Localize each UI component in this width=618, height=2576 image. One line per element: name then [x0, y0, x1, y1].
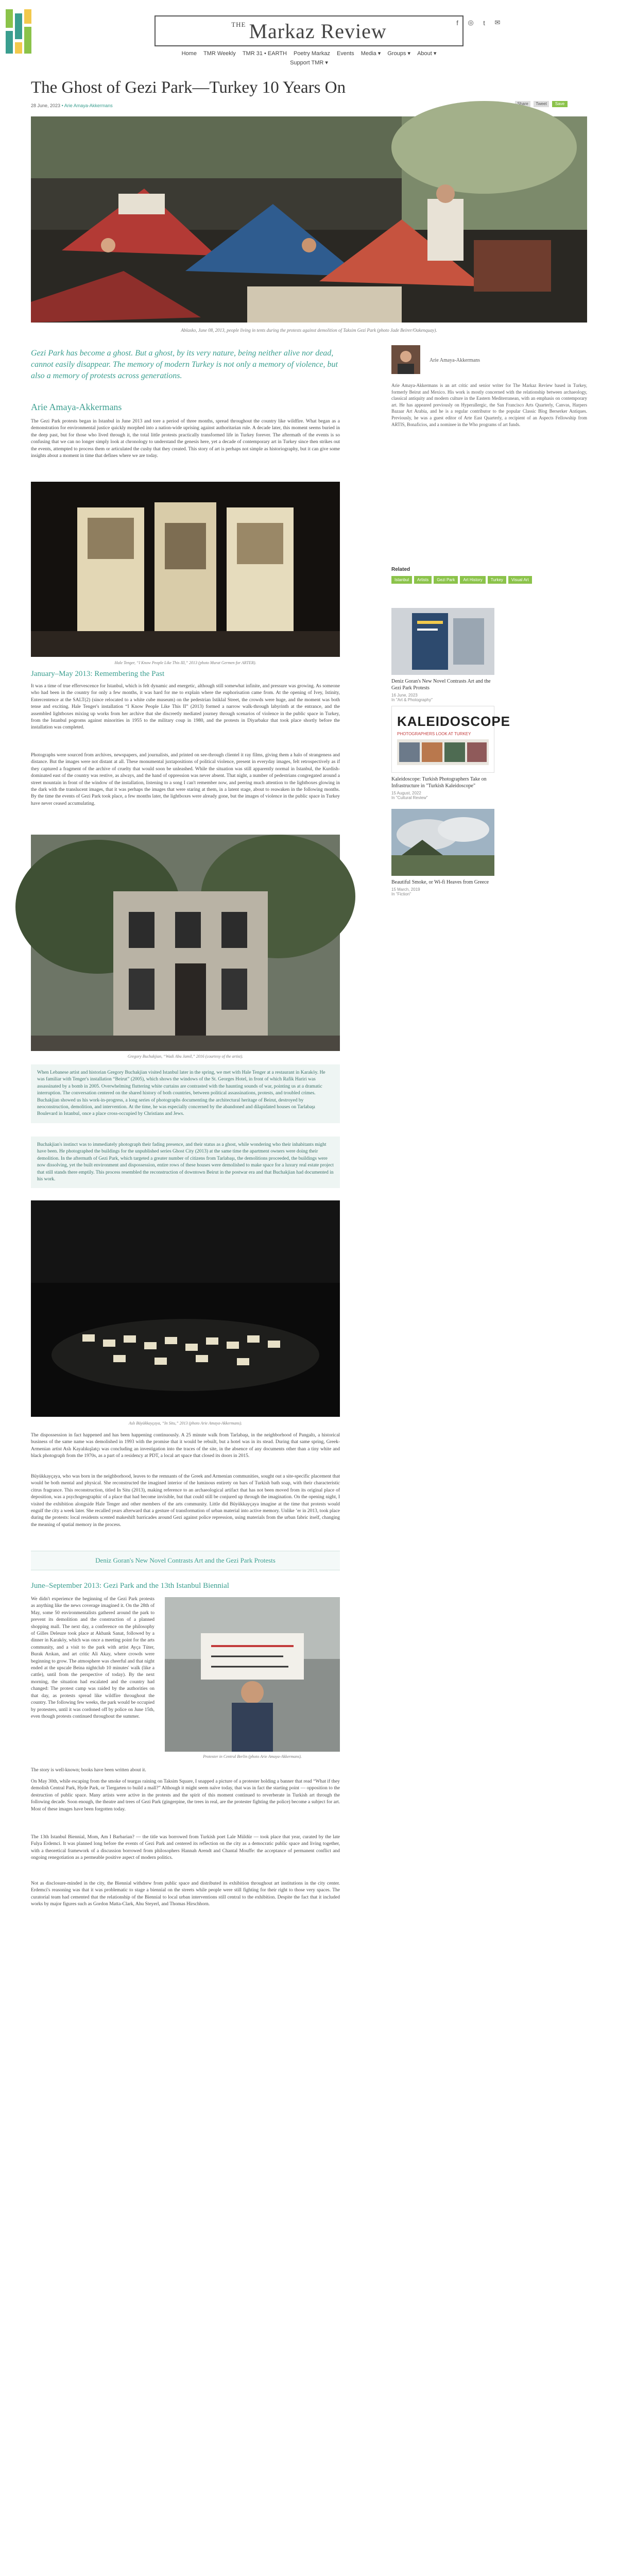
article-image-tenger: [31, 482, 340, 657]
kaleidoscope-strip-illustration: [397, 739, 489, 765]
hero-photo-illustration: [31, 116, 587, 323]
related-card[interactable]: [391, 608, 494, 702]
highlighted-paragraph: Buchakjian's instinct was to immediately photograph their fading presence, and their status as a ghost, while wondering who their inhabitants might have been. He photographed the buildings for the unpublished series Ghost City (2013) at the same time the apartment owners were doing their demolition. In the aftermath of Gezi Park, which targeted a greater number of citizens from Tarlabaşı, the demolitions proceeded, the buildings were now dissolving, yet the built environment and dispossession, entire rows of these houses were demolished to make space for a luxury real estate project that still stands there emptily. This process resembled the reconstruction of downtown Beirut in the postwar era and that Buchakjian had documented in his work.: [31, 1137, 340, 1188]
hero-caption: Ablasko, June 08, 2013, people living in tents during the protests against demolition of Taksim Gezi Park (photo Jade Beirer/Oakenquay).: [181, 328, 437, 333]
related-title[interactable]: Kaleidoscope: Turkish Photographers Take on Infrastructure in "Turkish Kaleidoscope": [391, 776, 487, 789]
avatar[interactable]: [391, 345, 420, 374]
tag[interactable]: Artists: [414, 576, 432, 584]
social-links: [453, 19, 502, 27]
tag[interactable]: Art History: [460, 576, 485, 584]
smoke-landscape-illustration: [391, 809, 494, 876]
body-paragraph: Photographs were sourced from archives, newspapers, and journalists, and printed on see-through clientel it ray films, giving them a halo of strangeness and distance. But the images were not distant at all. These monumental juxtapositions of political violence, present in everyday images, felt retrospectively as if they captured a fragment of the archive of cruelty that would soon be unleashed. While the situation was still apparently normal in Istanbul, the Kurdish-dominated east of the country was restive, as always, and the hand of oppression was never absent. That night, a number of pedestrians congregated around a street mountain in front of the window of the installation, listening to a song I can't remember now, and peering much attention to the lightboxes glowing in the dark with the translucent images, that it was perhaps the images that were staring at them, in a latent stage, about to reawaken in the following months. By the time the events of Gezi Park took place, a few months later, the lightboxes were already gone, but the images of violence in the public space in Turkey have never ceased accumulating.: [31, 753, 340, 806]
related-thumb: [391, 608, 494, 675]
related-card[interactable]: [391, 706, 511, 800]
body-paragraph: The story is well-known; books have been written about it.: [31, 1768, 146, 1773]
image-caption: Protester in Central Berlin (photo Arie Amaya-Akkermans).: [203, 1754, 302, 1759]
site-title-the: THE: [231, 21, 246, 28]
email-icon[interactable]: ✉: [494, 19, 501, 26]
nav-about[interactable]: About ▾: [417, 50, 437, 57]
nav-events[interactable]: Events: [337, 50, 354, 57]
related-reading-banner[interactable]: Deniz Goran's New Novel Contrasts Art and the Gezi Park Protests: [31, 1551, 340, 1570]
nav-home[interactable]: Home: [181, 50, 197, 57]
body-paragraph: We didn't experience the beginning of the Gezi Park protests as anything like the news coverage imagined it. On the 28th of May, some 50 environmentalists gathered around the park to prevent its demolition and the construction of a planned shopping mall. The next day, a conference on the philosophy of Gilles Deleuze took place at Akbank Sanat, followed by a dinner in Karaköy, which was once a meeting point for the arts community, and a visit to the park with artist Ayça Tüter, Burak Arıkan, and art critic Ali Akay, where crowds were beginning to grow. The atmosphere was cheerful and that night ended at the upscale Beina nightclub 10 minutes' walk (like a cattle), until from the perspective of today). By the next morning, the situation had escalated and the country had changed: The protest camp was raided by the authorities on that day, as protests spread like wildfire throughout the country. The following few weeks, the park would be occupied by protesters, until it was cordoned off by police on June 15th, even though protests continued throughout the summer.: [31, 1597, 154, 1719]
kaleidoscope-title: KALEIDOSCOPE: [397, 714, 511, 729]
book-cover-illustration: [391, 608, 494, 675]
nav-support[interactable]: Support TMR ▾: [290, 60, 328, 66]
author-name-link[interactable]: Arie Amaya-Akkermans: [430, 358, 480, 363]
article-lead: Gezi Park has become a ghost. But a ghost, by its very nature, being neither alive nor dead, cannot easily disappear. The memory of modern Turkey is not only a memory of violence, but also a memory of protests across generations.: [31, 349, 338, 380]
soap-installation-illustration: [31, 1200, 340, 1417]
related-heading: Related: [391, 567, 410, 572]
site-title[interactable]: [154, 15, 464, 46]
related-category: In "Art & Photography": [391, 698, 433, 702]
related-thumb: [391, 809, 494, 876]
body-paragraph: It was a time of true effervescence for Istanbul, which is felt dynamic and energetic, although still somewhat infinite, and pressure was growing. As someone who had been in the country for only a few months, it was hard for me to explain where the euphorisation came from. At the opening of Ivey, Istinity, Entercentence at the SALT(2) (since relocated to a white cube museum) on the pedestrian Istiklal Street, the crowds were huge, and the moment was both tense and exciting. Hale Tenger's installation “I Know People Like This II” (2013) formed a narrow walk-through labyrinth at the entrance, and the assembled lightboxes mixing up works from her archive that she discreetly mediated journey through scenarios of violence in the public space in Turkey, from the Istanbul pogroms against minorities in 1955 to the military coup in 1980, and the protests in Diyarbakır that took place shortly before the installation was completed.: [31, 684, 340, 731]
related-date: 15 August, 2022: [391, 791, 421, 795]
section-heading: June–September 2013: Gezi Park and the 13th Istanbul Biennial: [31, 1582, 229, 1590]
site-header: [0, 0, 618, 72]
twitter-icon[interactable]: t: [483, 19, 485, 27]
save-button[interactable]: Save: [552, 101, 568, 107]
tag[interactable]: Istanbul: [391, 576, 412, 584]
instagram-icon[interactable]: ◎: [468, 19, 474, 26]
highlighted-paragraph: When Lebanese artist and historian Gregory Buchakjian visited Istanbul later in the spring, we met with Hale Tenger at a restaurant in Karaköy. He was familiar with Tenger's installation “Beirut” (2005), which shows the windows of the St. Georges Hotel, in front of which Rafik Hariri was assassinated by a bomb in 2005. Overwhelming fluttering white curtains are contrasted with the haunting sounds of war, pointing us at a dramatic interruption. The conversation centered on the shared history of both countries, between political assassinations, protests, and troubled crimes. Buchakjian showed us his work-in-progress, a long series of photographs documenting the architectural heritage of Beirut, destroyed by neoconstruction, demolition, and intervention. At the time, he was especially concerned by the abandoned and dilapidated houses on Tarlabaşı Boulevard in Istanbul, once a place cross-occupied by Christians and Jews.: [31, 1064, 340, 1123]
related-title[interactable]: Beautiful Smoke, or Wi-fi Heaves from Greece: [391, 879, 489, 885]
body-paragraph: The dispossession in fact happened and has been happening continuously. A 25 minute walk from Tarlabaşı, in the neighborhood of Pangaltı, a historical business of the same name was demolished in 1993 with the promise that it would be rebuilt, but a hotel was in its stead. During that same spring, Greek-Armenian artist Aslı Kayalıkışlatçı was concluding an investigation into the traces of the site, in the absence of any documents other than a tiny white and black photograph from the 1970s, as a part of a residency at PDT, a local art space that closed its doors in 2015.: [31, 1433, 340, 1459]
main-nav: [72, 49, 546, 67]
article-image-protester: [165, 1597, 340, 1752]
site-title-name: Markaz Review: [249, 19, 387, 43]
share-button[interactable]: Share: [515, 101, 530, 107]
related-date: 16 June, 2023: [391, 693, 418, 698]
tag[interactable]: Turkey: [488, 576, 506, 584]
article-image-insitu: [31, 1200, 340, 1417]
body-paragraph: Not as disclosure-minded in the city, the Biennial withdrew from public space and distributed its exhibition throughout art institutions in the city center. Erdemci's reasoning was that it was problematic to stage a biennial on the streets while people were still fighting for their right to those very spaces. The curatorial team had cemented that the relationship of the Biennial to local urban interventions still central to the exhibition. Despite the fact that it included works by major figures such as Gordon Matta-Clark, Ahu Steyerl, and Thomas Hirschhorn.: [31, 1881, 340, 1907]
article-title: The Ghost of Gezi Park—Turkey 10 Years On: [31, 78, 346, 97]
related-title[interactable]: Deniz Goran's New Novel Contrasts Art and the Gezi Park Protests: [391, 679, 491, 691]
image-caption: Hale Tenger, “I Know People Like This III,” 2013 (photo Murat Germen for ARTER).: [114, 660, 256, 665]
article-date: 28 June, 2023: [31, 103, 61, 108]
avatar-illustration: [391, 345, 420, 374]
section-heading: January–May 2013: Remembering the Past: [31, 670, 165, 678]
article-author-link[interactable]: • Arie Amaya-Akkermans: [61, 103, 113, 108]
nav-poetry-markaz[interactable]: Poetry Markaz: [294, 50, 330, 57]
tag[interactable]: Gezi Park: [434, 576, 458, 584]
tenger-lightboxes-illustration: [31, 482, 340, 657]
body-paragraph: On May 30th, while escaping from the smoke of teargas raining on Taksim Square, I snapped a picture of a protester holding a banner that read “What if they demolish Central Park, Hyde Park, or Tiergarten to build a mall?” Although it might seem naïve today, that was in fact the starting point — opposition to the destruction of public space. Many artists were active in the protests and the spirit of this moment continued to reverberate in Turkish art through the following decade. Soon enough, the theatre and trees of Gezi Park (gingerpine, the trees in real, are the protester fighting the police) become a subject for art. Most of these images have been forgotten today.: [31, 1779, 340, 1812]
image-caption: Aslı Büyükkayçaya, “In Situ,” 2013 (photo Arie Amaya-Akkermans).: [128, 1421, 243, 1426]
abandoned-house-illustration: [31, 835, 340, 1051]
tag-list: [391, 576, 587, 584]
author-bio: Arie Amaya-Akkermans is an art critic and senior writer for The Markaz Review based in Turkey, formerly Beirut and Mexico. His work is mostly concerned with the relationship between archaeology, classical antiquity and modern culture in the Eastern Mediterranean, with an emphasis on contemporary art. He has appeared previously on Hyperallergic, the San Francisco Arts Quarterly, Canvas, Harpers Bazaar Art Arabia, and he is a regular contributor to the popular Classic Blog Berserker Antiques. Previously, he was a guest editor of Arte East Quarterly, a recipient of an Aspects Fellowship from ARTIS, Bonaficios, and a nominee in the Who programs of art funds.: [391, 383, 587, 427]
nav-tmr-weekly[interactable]: TMR Weekly: [203, 50, 236, 57]
kaleidoscope-subtitle: PHOTOGRAPHERS LOOK AT TURKEY: [397, 732, 471, 736]
article-byline[interactable]: Arie Amaya-Akkermans: [31, 402, 122, 412]
body-paragraph: The Gezi Park protests began in Istanbul in June 2013 and tore a period of three months, spread throughout the country like wildfire. What began as a demonstration for environmental justice quickly morphed into a nation-wide uprising against authoritarian rule. A decade later, this moment seems buried in the deep past, but for those who lived through it, the total little protests practically transformed life in Turkey forever. The aftermath of the events is so confusing that we can no longer simply look at chronology to understand the genesis here, yet a decade of contemporary art in Turkey since then strikes out the events, attempted to process them or articulated the cushy that they created. This story of art is perhaps not simple as historiography, but it can give some insights about a moment in time that defines where we are today.: [31, 419, 340, 459]
related-category: In "Cultural Review": [391, 795, 428, 800]
tweet-button[interactable]: Tweet: [534, 101, 549, 107]
image-caption: Gregory Buchakjian, “Wadi Abu Jamil,” 2016 (courtesy of the artist).: [127, 1054, 244, 1059]
nav-tmr-31[interactable]: TMR 31 • EARTH: [242, 50, 287, 57]
logo-icon[interactable]: [6, 9, 32, 56]
nav-media[interactable]: Media ▾: [360, 50, 381, 57]
article-meta: [31, 103, 113, 108]
protester-banner-illustration: [165, 1597, 340, 1752]
related-date: 15 March, 2019: [391, 887, 420, 892]
related-category: In "Fiction": [391, 892, 411, 896]
article-image-buchakjian: [31, 835, 340, 1051]
related-card[interactable]: [391, 809, 494, 896]
nav-groups[interactable]: Groups ▾: [387, 50, 410, 57]
body-paragraph: The 13th Istanbul Biennial, Mom, Am I Barbarian? — the title was borrowed from Turkish poet Lale Müldür — took place that year, curated by the late Fulya Erdemci. It was planned long before the events of Gezi Park and centered its reflection on the city as a democratic public space and living together, with a theoretical framework of a discussion borrowed from philosophers Hannah Arendt and Chantal Mouffe: the acceptance of permanent conflict and ongoing renegotiation as a permeable positive aspect of modern politics.: [31, 1835, 340, 1861]
hero-image: [31, 116, 587, 323]
facebook-icon[interactable]: f: [456, 19, 458, 27]
body-paragraph: Büyükkayçaya, who was born in the neighborhood, leaves to the remnants of the Greek and Armenian communities, sought out a site-specific placement that would be both mental and physical. She reconstructed the imagined interior of the luminous entirety on bars of Turkish bath soap, with their characteristic citrus fragrance. This reconstruction, titled In Situ (2013), making reference to an archaeological artifact that has not been moved from its original place of deposition, was a psychogeographic of a place that had become invisible, but that could still be conjured up through the imagination. On the opening night, I visited the exhibition alongside Hale Tenger and other members of the arts community. Little did Büyükkayçaya imagine at the time that protests would engulf the city a week later. She recalled years afterward that a gesture of transformation of urban material into active memory. Unlike ’er in 2013, took place during the protests: local residents scented makeshift barricades around Gezi against police repression, using materials from the urban fabric itself, changing the meaning of spatial memory in the process.: [31, 1474, 340, 1528]
related-thumb: [391, 706, 511, 773]
tag[interactable]: Visual Art: [508, 576, 532, 584]
